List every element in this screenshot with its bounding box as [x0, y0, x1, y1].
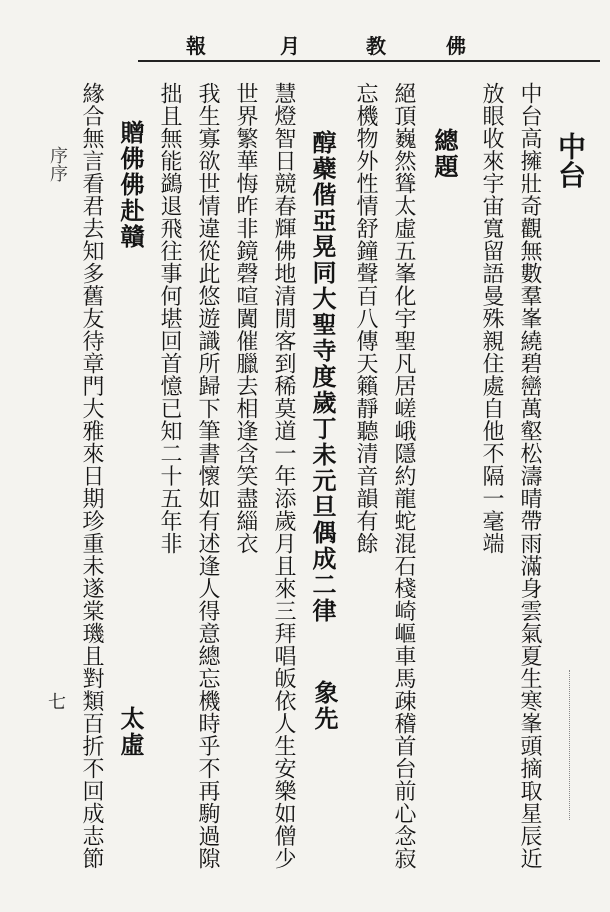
poem-title-2: 贈佛佛赴贛 — [116, 120, 145, 250]
text-column-7: 我生寡欲世情違從此悠遊識所歸下筆書懷如有述逢人得意總忘機時乎不再駒過隙 — [195, 82, 220, 870]
poem-title: 醇蘗偕亞晃同大聖寺度歲丁未元旦偶成二律 — [308, 130, 337, 624]
header-char-4: 佛 — [446, 34, 466, 58]
header-char-3: 教 — [366, 34, 386, 58]
text-column-6: 世界繁華悔昨非鏡磬喧闐催臘去相逢含笑盡緇衣 — [233, 82, 258, 555]
section-title: 中台 — [554, 132, 587, 189]
header-char-2: 月 — [280, 34, 300, 58]
text-column-3: 絕頂巍然聳太虛五峯化宇聖凡居嵯峨隱約龍蛇混石棧崎嶇車馬疎稽首台前心念寂 — [391, 82, 416, 870]
header-char-1: 報 — [186, 34, 206, 58]
text-column-4: 忘機物外性情舒鐘聲百八傳天籟靜聽清音韻有餘 — [353, 82, 378, 555]
left-margin-fragment: 序序 — [47, 146, 68, 182]
subheading-zongti: 總題 — [430, 128, 459, 180]
text-column-1: 中台高擁壯奇觀無數羣峯繞碧巒萬壑松濤晴帶雨滿身雲氣夏生寒峯頭摘取星辰近 — [517, 82, 542, 870]
page-number: 七 — [48, 692, 66, 713]
text-column-2: 放眼收來宇宙寬留語曼殊親住處自他不隔一毫端 — [479, 82, 504, 555]
text-column-9: 緣合無言看君去知多舊友待章門大雅來日期珍重未遂棠璣且對類百折不回成志節 — [79, 82, 104, 870]
header-rule — [138, 60, 600, 62]
poem-author: 象先 — [310, 680, 339, 732]
text-column-5: 慧燈智日競春輝佛地清閒客到稀莫道一年添歲月且來三拜唱皈依人生安樂如僧少 — [271, 82, 296, 870]
torn-edge-right — [569, 670, 610, 820]
text-column-8: 拙且無能鷁退飛往事何堪回首憶已知二十五年非 — [157, 82, 182, 555]
poem-author-2: 太虛 — [116, 706, 145, 758]
